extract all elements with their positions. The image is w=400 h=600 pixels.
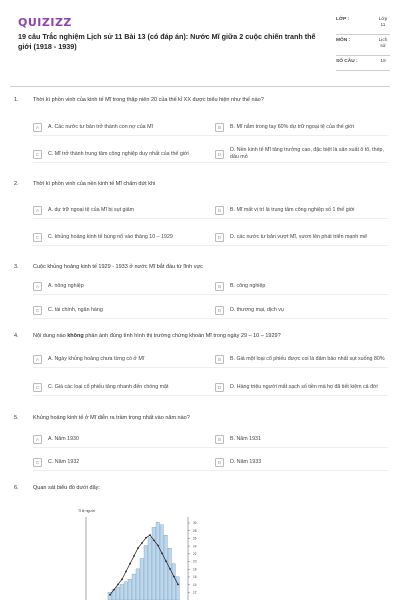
option-d[interactable] — [215, 378, 385, 396]
chart-point — [113, 589, 115, 591]
chart-point — [157, 545, 159, 547]
header-divider — [10, 86, 390, 87]
option-letter: C — [33, 458, 42, 467]
chart-point — [165, 560, 167, 562]
option-a[interactable] — [33, 350, 213, 368]
option-letter: A — [33, 123, 42, 132]
option-b[interactable] — [215, 118, 385, 136]
meta-key: MÔN : — [336, 38, 351, 43]
option-b[interactable] — [215, 277, 385, 295]
chart-point — [117, 584, 119, 586]
chart-container — [60, 505, 220, 600]
chart-point — [137, 547, 139, 549]
option-c[interactable] — [33, 453, 213, 471]
chart-bar — [156, 522, 159, 600]
meta-row-subject — [336, 35, 390, 56]
right-tick-label: 14 — [193, 582, 197, 587]
chart-point — [121, 578, 123, 580]
chart-bar — [136, 569, 139, 600]
option-text: B. Mĩ mất vị trí là trung tâm công nghiệp số 1 thế giới — [230, 206, 355, 213]
question-text: Quan sát biểu đồ dưới đây: — [33, 485, 100, 491]
right-tick-label: 18 — [193, 567, 197, 572]
option-letter: A — [33, 435, 42, 444]
right-tick-label: 28 — [193, 528, 197, 533]
option-text: C. Giá các loại cổ phiếu tăng nhanh đến chóng mặt — [48, 383, 169, 390]
question-text-bold: không — [67, 333, 84, 339]
option-text: C. tài chính, ngân hàng — [48, 306, 103, 313]
option-letter: D — [215, 233, 224, 242]
option-text: B. Năm 1931 — [230, 435, 261, 442]
chart-bar — [132, 574, 135, 600]
chart-point — [173, 576, 175, 578]
chart-bar — [168, 548, 171, 600]
option-text: C. khủng hoảng kinh tế bùng nổ vào tháng 10 – 1929 — [48, 233, 173, 240]
question-text: Cuộc khủng hoảng kinh tế 1929 - 1933 ở nước Mĩ bắt đầu từ lĩnh vực — [33, 264, 203, 270]
meta-value: Lớp 11 — [378, 17, 388, 28]
bar-line-chart — [60, 505, 220, 600]
option-text: C. Năm 1932 — [48, 458, 80, 465]
chart-bar — [144, 546, 147, 600]
option-text: D. Năm 1933 — [230, 458, 262, 465]
option-text: A. Năm 1930 — [48, 435, 79, 442]
chart-bar — [124, 582, 127, 600]
option-text: D. các nước tư bản vượt Mĩ, vươn lên phát triển mạnh mẽ — [230, 233, 368, 240]
option-b[interactable] — [215, 430, 385, 448]
option-letter: D — [215, 150, 224, 159]
option-a[interactable] — [33, 201, 213, 219]
option-letter: D — [215, 383, 224, 392]
option-letter: C — [33, 233, 42, 242]
option-text: D. Nền kinh tế Mĩ tăng trưởng cao, đặc biệt là sản xuất ô tô, thép, dầu mỏ — [230, 147, 384, 160]
option-letter: A — [33, 282, 42, 291]
meta-row-class — [336, 14, 390, 35]
option-letter: C — [33, 383, 42, 392]
option-a[interactable] — [33, 118, 213, 136]
chart-point — [125, 571, 127, 573]
chart-bar — [172, 564, 175, 600]
option-d[interactable] — [215, 228, 385, 246]
option-letter: B — [215, 355, 224, 364]
option-text: B. Giá một loại cổ phiếu được coi là đảm bảo nhất sụt xuống 80% — [230, 355, 385, 362]
option-letter: B — [215, 282, 224, 291]
quizizz-logo: QUIZIZZ — [18, 16, 72, 29]
question-text-part: Nội dung nào — [33, 333, 68, 339]
meta-panel — [336, 14, 390, 71]
chart-bar — [120, 584, 123, 600]
chart-point — [161, 552, 163, 554]
y-axis-label: Tỉ lệ người — [78, 509, 95, 513]
meta-key: SỐ CÂU : — [336, 59, 358, 64]
question-text — [33, 333, 383, 339]
chart-point — [169, 568, 171, 570]
page-title: 19 câu Trắc nghiệm Lịch sử 11 Bài 13 (có đáp án): Nước Mĩ giữa 2 cuộc chiến tranh thế giới (1918 - 1939) — [18, 32, 316, 51]
question-text: Thời kì phồn vinh của kinh tế Mĩ trong thập niên 20 của thế kỉ XX được biểu hiện như thế nào? — [33, 97, 264, 103]
option-text: A. dự trữ ngoại tệ của Mĩ bị sụt giảm — [48, 206, 134, 213]
right-tick-label: 16 — [193, 575, 197, 580]
right-tick-label: 20 — [193, 559, 197, 564]
meta-value: 19 — [380, 59, 386, 64]
option-letter: B — [215, 206, 224, 215]
option-d[interactable] — [215, 453, 385, 471]
question-number: 1. — [14, 97, 19, 103]
option-letter: B — [215, 435, 224, 444]
option-text: B. Mĩ nắm trong tay 60% dự trữ ngoại tệ của thế giới — [230, 123, 354, 130]
right-tick-label: 30 — [193, 521, 197, 526]
option-text: B. công nghiệp — [230, 282, 266, 289]
chart-point — [141, 542, 143, 544]
option-text: A. Các nước tư bản trở thành con nợ của Mĩ — [48, 123, 153, 130]
option-d[interactable] — [215, 301, 385, 319]
question-number: 5. — [14, 415, 19, 421]
option-text: A. nông nghiệp — [48, 282, 84, 289]
option-d[interactable] — [215, 145, 385, 163]
chart-bar — [164, 535, 167, 600]
option-letter: B — [215, 123, 224, 132]
option-letter: D — [215, 306, 224, 315]
chart-point — [149, 534, 151, 536]
right-tick-label: 12 — [193, 590, 197, 595]
question-text: Khủng hoảng kinh tế ở Mĩ diễn ra trầm trọng nhất vào năm nào? — [33, 415, 190, 421]
option-c[interactable] — [33, 145, 213, 163]
chart-point — [153, 539, 155, 541]
chart-bar — [160, 525, 163, 600]
chart-bar — [176, 577, 179, 600]
option-a[interactable] — [33, 430, 213, 448]
right-tick-label: 22 — [193, 552, 197, 556]
chart-point — [177, 584, 179, 586]
option-text: D. Hàng triệu người mất sạch số tiền mà họ đã tiết kiệm cả đời — [230, 383, 378, 390]
right-tick-label: 24 — [193, 544, 197, 549]
option-b[interactable] — [215, 201, 385, 219]
option-letter: A — [33, 355, 42, 364]
question-number: 4. — [14, 333, 19, 339]
chart-point — [109, 594, 111, 596]
chart-point — [145, 537, 147, 539]
meta-row-count — [336, 56, 390, 71]
option-b[interactable] — [215, 350, 385, 368]
option-letter: C — [33, 150, 42, 159]
chart-point — [133, 555, 135, 557]
question-number: 6. — [14, 485, 19, 491]
question-text-part: phản ánh đúng tình hình thị trường chứng khoán Mĩ trong ngày 29 – 10 – 1929? — [83, 333, 281, 339]
chart-bar — [148, 538, 151, 600]
option-c[interactable] — [33, 301, 213, 319]
option-letter: A — [33, 206, 42, 215]
option-text: A. Ngày khủng hoảng chưa từng có ở Mĩ — [48, 355, 145, 362]
option-c[interactable] — [33, 228, 213, 246]
chart-bar — [128, 579, 131, 600]
meta-value: Lịch sử — [378, 38, 388, 49]
option-letter: D — [215, 458, 224, 467]
chart-bar — [140, 559, 143, 600]
question-number: 2. — [14, 181, 19, 187]
chart-bar — [116, 587, 119, 600]
right-tick-label: 26 — [193, 536, 197, 541]
option-text: C. Mĩ trở thành trung tâm công nghiệp duy nhất của thế giới — [48, 150, 189, 157]
chart-point — [129, 563, 131, 565]
question-number: 3. — [14, 264, 19, 270]
option-text: D. thương mại, dịch vụ — [230, 306, 284, 313]
question-text: Thời kì phồn vinh của nền kinh tế Mĩ chấm dứt khi — [33, 181, 156, 187]
option-letter: C — [33, 306, 42, 315]
option-a[interactable] — [33, 277, 213, 295]
meta-key: LỚP : — [336, 17, 350, 22]
option-c[interactable] — [33, 378, 213, 396]
